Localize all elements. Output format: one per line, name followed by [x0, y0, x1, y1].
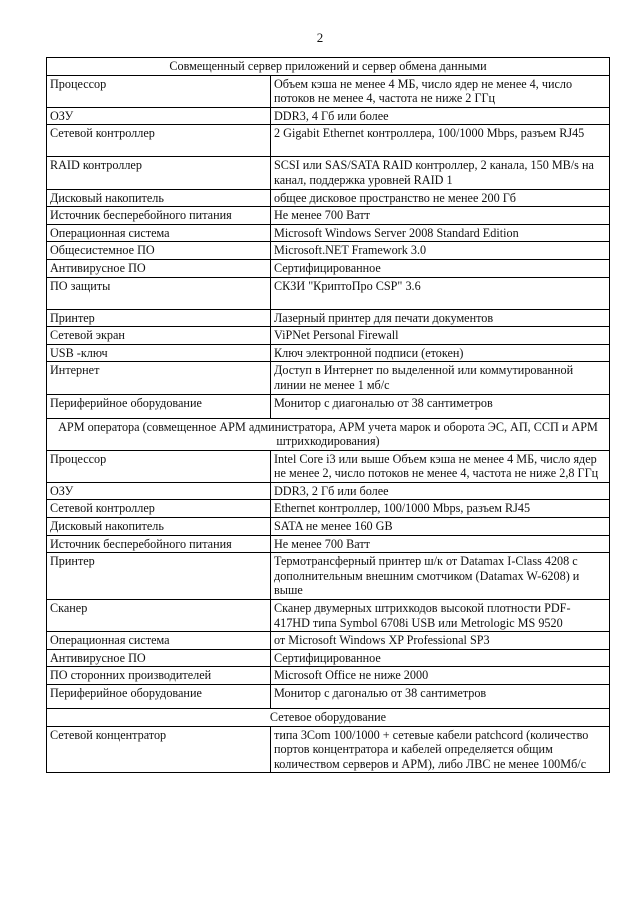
spec-table [46, 57, 610, 773]
table-row [47, 667, 610, 685]
row-name: Интернет [47, 362, 271, 394]
row-name: ПО защиты [47, 277, 271, 309]
row-value: DDR3, 4 Гб или более [271, 107, 610, 125]
table-row [47, 207, 610, 225]
row-value: от Microsoft Windows XP Professional SP3 [271, 632, 610, 650]
row-value: Intel Core i3 или выше Объем кэша не менее 4 МБ, число ядер не менее 2, число потоков не менее 4, частота не ниже 2,8 ГГц [271, 450, 610, 482]
row-name: ОЗУ [47, 107, 271, 125]
row-name: RAID контроллер [47, 157, 271, 189]
row-name: ОЗУ [47, 482, 271, 500]
table-row [47, 277, 610, 309]
row-value: общее дисковое пространство не менее 200 Гб [271, 189, 610, 207]
row-name: USB -ключ [47, 344, 271, 362]
row-value: Microsoft.NET Framework 3.0 [271, 242, 610, 260]
row-name: Дисковый накопитель [47, 518, 271, 536]
table-row [47, 553, 610, 600]
row-value: Термотрансферный принтер ш/к от Datamax I-Class 4208 с дополнительным внешним смотчиком (Datamax W-6208) и выше [271, 553, 610, 600]
row-name: Дисковый накопитель [47, 189, 271, 207]
section-title: АРМ оператора (совмещенное АРМ администратора, АРМ учета марок и оборота ЭС, АП, ССП и АРМ штрихкодирования) [47, 418, 610, 450]
row-value: Ethernet контроллер, 100/1000 Mbps, разъем RJ45 [271, 500, 610, 518]
row-value: ViPNet Personal Firewall [271, 327, 610, 345]
row-name: Общесистемное ПО [47, 242, 271, 260]
row-value: 2 Gigabit Ethernet контроллера, 100/1000 Mbps, разъем RJ45 [271, 125, 610, 157]
table-row [47, 107, 610, 125]
table-row [47, 309, 610, 327]
row-value: Ключ электронной подписи (етокен) [271, 344, 610, 362]
row-name: Процессор [47, 75, 271, 107]
table-row [47, 726, 610, 773]
table-row [47, 632, 610, 650]
page-number: 2 [316, 30, 324, 45]
row-value: типа 3Com 100/1000 + сетевые кабели patchcord (количество портов концентратора и кабелей определяется общим количеством серверов и АРМ), либо ЛВС не менее 100Мб/с [271, 726, 610, 773]
row-name: Антивирусное ПО [47, 649, 271, 667]
row-value: Доступ в Интернет по выделенной или коммутированной линии не менее 1 мб/с [271, 362, 610, 394]
section-header-row [47, 709, 610, 727]
row-value: Microsoft Office не ниже 2000 [271, 667, 610, 685]
table-row [47, 649, 610, 667]
section-header-row [47, 418, 610, 450]
row-name: Сетевой контроллер [47, 500, 271, 518]
row-name: Принтер [47, 553, 271, 600]
row-name: Процессор [47, 450, 271, 482]
row-value: Монитор с дагональю от 38 сантиметров [271, 685, 610, 709]
row-name: Принтер [47, 309, 271, 327]
table-row [47, 394, 610, 418]
table-row [47, 259, 610, 277]
row-value: Microsoft Windows Server 2008 Standard Edition [271, 224, 610, 242]
table-row [47, 518, 610, 536]
table-row [47, 242, 610, 260]
section-title: Совмещенный сервер приложений и сервер обмена данными [47, 58, 610, 76]
table-row [47, 189, 610, 207]
table-row [47, 75, 610, 107]
row-value: Сертифицированное [271, 649, 610, 667]
row-name: Сетевой концентратор [47, 726, 271, 773]
row-value: СКЗИ "КриптоПро CSP" 3.6 [271, 277, 610, 309]
table-row [47, 450, 610, 482]
row-value: Не менее 700 Ватт [271, 535, 610, 553]
row-value: SATA не менее 160 GB [271, 518, 610, 536]
row-name: Операционная система [47, 224, 271, 242]
row-name: Сетевой экран [47, 327, 271, 345]
table-row [47, 535, 610, 553]
row-name: Антивирусное ПО [47, 259, 271, 277]
row-value: Объем кэша не менее 4 МБ, число ядер не менее 4, число потоков не менее 4, частота не ниже 2 ГГц [271, 75, 610, 107]
row-value: Не менее 700 Ватт [271, 207, 610, 225]
table-row [47, 157, 610, 189]
section-header-row [47, 58, 610, 76]
table-row [47, 500, 610, 518]
row-name: Операционная система [47, 632, 271, 650]
table-row [47, 362, 610, 394]
row-value: Сканер двумерных штрихкодов высокой плотности PDF-417HD типа Symbol 6708i USB или Metrologic MS 9520 [271, 600, 610, 632]
row-value: Лазерный принтер для печати документов [271, 309, 610, 327]
table-row [47, 125, 610, 157]
row-name: Сканер [47, 600, 271, 632]
table-row [47, 685, 610, 709]
row-name: Сетевой контроллер [47, 125, 271, 157]
row-name: Источник бесперебойного питания [47, 535, 271, 553]
row-value: DDR3, 2 Гб или более [271, 482, 610, 500]
row-name: ПО сторонних производителей [47, 667, 271, 685]
row-value: Монитор с диагональю от 38 сантиметров [271, 394, 610, 418]
row-name: Источник бесперебойного питания [47, 207, 271, 225]
table-row [47, 600, 610, 632]
row-value: SCSI или SAS/SATA RAID контроллер, 2 канала, 150 MB/s на канал, поддержка уровней RAID 1 [271, 157, 610, 189]
table-row [47, 327, 610, 345]
row-name: Периферийное оборудование [47, 685, 271, 709]
row-name: Периферийное оборудование [47, 394, 271, 418]
table-row [47, 482, 610, 500]
section-title: Сетевое оборудование [47, 709, 610, 727]
table-row [47, 224, 610, 242]
row-value: Сертифицированное [271, 259, 610, 277]
table-row [47, 344, 610, 362]
